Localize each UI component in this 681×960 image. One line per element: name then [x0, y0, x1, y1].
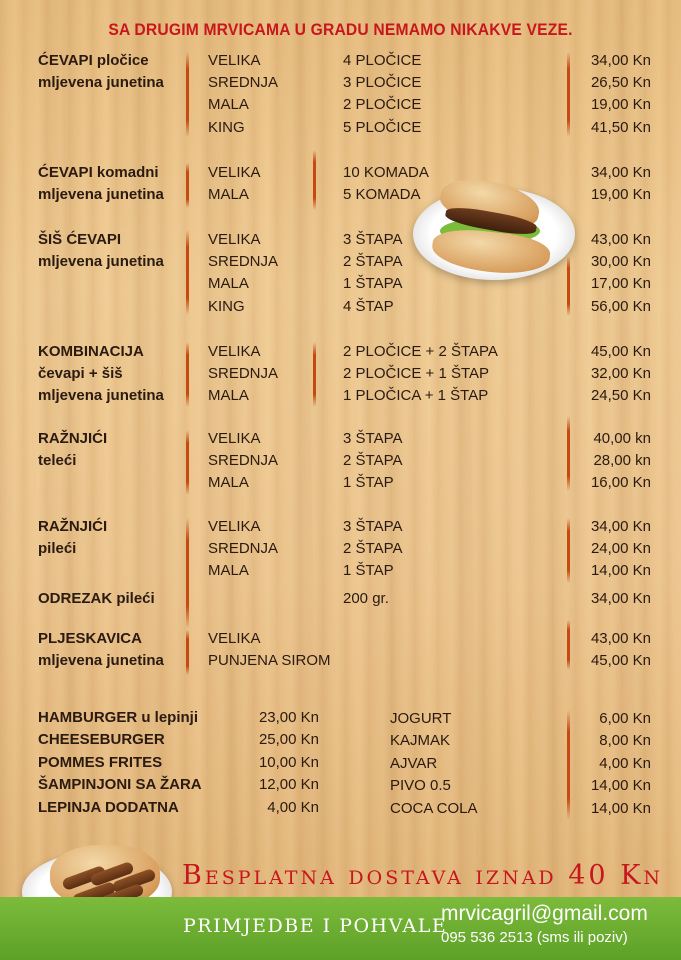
- item-size: VELIKA: [208, 164, 261, 181]
- section-name: mljevena junetina: [38, 186, 164, 204]
- item-size: MALA: [208, 186, 249, 204]
- divider-right-3: [567, 256, 570, 316]
- snack-price: 10,00 Kn: [258, 753, 319, 771]
- snack-price: 4,00 Kn: [267, 798, 319, 816]
- section-name: ODREZAK pileći: [38, 590, 155, 607]
- snack-name: HAMBURGER u lepinji: [38, 709, 198, 726]
- item-size: MALA: [208, 562, 249, 580]
- item-price: 34,00 Kn: [590, 518, 651, 535]
- section-name: RAŽNJIĆI: [38, 518, 108, 535]
- item-quantity: 2 PLOČICE + 2 ŠTAPA: [343, 343, 498, 360]
- section-name: čevapi + šiš: [38, 365, 123, 383]
- item-quantity: 3 ŠTAPA: [343, 518, 403, 535]
- item-price: 32,00 Kn: [590, 365, 651, 383]
- section-name: mljevena junetina: [38, 74, 164, 92]
- section-name: KOMBINACIJA: [38, 343, 144, 360]
- section-name: mljevena junetina: [38, 652, 164, 670]
- item-size: VELIKA: [208, 231, 261, 248]
- item-quantity: 3 ŠTAPA: [343, 430, 403, 447]
- item-price: 45,00 Kn: [590, 652, 651, 670]
- extra-name: AJVAR: [390, 754, 438, 772]
- item-quantity: 2 PLOČICE + 1 ŠTAP: [343, 365, 490, 383]
- extra-name: PIVO 0.5: [390, 777, 451, 795]
- item-quantity: 2 ŠTAPA: [343, 253, 403, 271]
- divider-left-2: [186, 163, 189, 208]
- item-price: 43,00 Kn: [590, 231, 651, 248]
- item-quantity: 5 KOMADA: [343, 186, 421, 204]
- item-quantity: 5 PLOČICE: [343, 118, 422, 136]
- item-size: MALA: [208, 387, 249, 405]
- item-size: KING: [208, 118, 245, 136]
- section-name: mljevena junetina: [38, 387, 164, 405]
- divider-right-2: [313, 150, 316, 210]
- extra-price: 14,00 Kn: [590, 799, 651, 817]
- divider-left-1: [186, 52, 189, 137]
- item-size: SREDNJA: [208, 365, 279, 383]
- item-price: 14,00 Kn: [590, 562, 651, 580]
- item-quantity: 2 ŠTAPA: [343, 452, 403, 470]
- extra-name: JOGURT: [390, 710, 452, 727]
- item-price: 56,00 Kn: [590, 297, 651, 315]
- free-delivery-banner: Besplatna dostava iznad 40 Kn: [182, 860, 663, 891]
- snack-name: CHEESEBURGER: [38, 731, 165, 749]
- item-quantity: 1 ŠTAP: [343, 474, 394, 492]
- item-price: 17,00 Kn: [590, 275, 651, 293]
- item-price: 19,00 Kn: [590, 186, 651, 204]
- item-price: 30,00 Kn: [590, 253, 651, 271]
- snack-name: ŠAMPINJONI SA ŽARA: [38, 776, 202, 794]
- item-price: 34,00 Kn: [590, 52, 651, 69]
- item-price: 19,00 Kn: [590, 96, 651, 114]
- item-price: 43,00 Kn: [590, 630, 651, 647]
- item-quantity: 4 ŠTAP: [343, 297, 394, 315]
- item-quantity: 2 ŠTAPA: [343, 540, 403, 558]
- section-name: ŠIŠ ĆEVAPI: [38, 231, 122, 248]
- item-size: VELIKA: [208, 52, 261, 69]
- item-quantity: 3 ŠTAPA: [343, 231, 403, 248]
- extra-name: KAJMAK: [390, 732, 451, 750]
- extra-name: COCA COLA: [390, 799, 478, 817]
- item-size: SREDNJA: [208, 74, 279, 92]
- divider-right-7: [567, 620, 570, 670]
- extra-price: 14,00 Kn: [590, 777, 651, 795]
- snack-price: 23,00 Kn: [258, 709, 319, 726]
- item-quantity: 10 KOMADA: [343, 164, 429, 181]
- divider-right-4: [313, 342, 316, 407]
- extra-price: 8,00 Kn: [599, 732, 651, 750]
- item-price: 41,50 Kn: [590, 118, 651, 136]
- item-quantity: 4 PLOČICE: [343, 52, 422, 69]
- item-size: MALA: [208, 474, 249, 492]
- item-size: VELIKA: [208, 343, 261, 360]
- item-quantity: 3 PLOČICE: [343, 74, 422, 92]
- item-price: 16,00 Kn: [590, 474, 651, 492]
- item-quantity: 1 ŠTAP: [343, 562, 394, 580]
- snack-name: POMMES FRITES: [38, 753, 163, 771]
- extra-price: 6,00 Kn: [599, 710, 651, 727]
- section-name: ĆEVAPI komadni: [38, 164, 159, 181]
- item-price: 26,50 Kn: [590, 74, 651, 92]
- item-quantity: 200 gr.: [343, 590, 389, 607]
- divider-left-5: [186, 430, 189, 495]
- item-price: 34,00 Kn: [590, 164, 651, 181]
- divider-left-3: [186, 230, 189, 315]
- divider-left-6: [186, 518, 189, 628]
- item-size: VELIKA: [208, 630, 261, 647]
- divider-snacks: [567, 710, 570, 820]
- contact-email[interactable]: mrvicagril@gmail.com: [441, 902, 648, 925]
- snack-price: 12,00 Kn: [258, 776, 319, 794]
- item-price: 24,50 Kn: [590, 387, 651, 405]
- snack-name: LEPINJA DODATNA: [38, 798, 179, 816]
- item-size: MALA: [208, 275, 249, 293]
- item-price: 45,00 Kn: [590, 343, 651, 360]
- section-name: ĆEVAPI pločice: [38, 52, 149, 69]
- section-name: RAŽNJIĆI: [38, 430, 108, 447]
- item-price: 40,00 kn: [593, 430, 651, 447]
- item-size: PUNJENA SIROM: [208, 652, 331, 670]
- snack-price: 25,00 Kn: [258, 731, 319, 749]
- item-size: VELIKA: [208, 518, 261, 535]
- item-price: 28,00 kn: [593, 452, 651, 470]
- section-name: teleći: [38, 452, 77, 470]
- divider-left-4: [186, 342, 189, 407]
- section-name: pileći: [38, 540, 77, 558]
- item-price: 24,00 Kn: [590, 540, 651, 558]
- extra-price: 4,00 Kn: [599, 754, 651, 772]
- item-size: MALA: [208, 96, 249, 114]
- section-name: PLJESKAVICA: [38, 630, 142, 647]
- item-size: SREDNJA: [208, 253, 279, 271]
- feedback-label: PRIMJEDBE I POHVALE: [183, 915, 448, 937]
- divider-left-7: [186, 630, 189, 675]
- item-size: SREDNJA: [208, 452, 279, 470]
- item-size: VELIKA: [208, 430, 261, 447]
- item-size: KING: [208, 297, 245, 315]
- item-quantity: 1 PLOČICA + 1 ŠTAP: [343, 387, 489, 405]
- contact-phone[interactable]: 095 536 2513 (sms ili poziv): [441, 929, 628, 946]
- item-quantity: 1 ŠTAPA: [343, 275, 403, 293]
- item-quantity: 2 PLOČICE: [343, 96, 422, 114]
- section-name: mljevena junetina: [38, 253, 164, 271]
- divider-right-6: [567, 518, 570, 583]
- item-size: SREDNJA: [208, 540, 279, 558]
- divider-right-5: [567, 416, 570, 491]
- divider-right-1: [567, 52, 570, 137]
- item-price: 34,00 Kn: [590, 590, 651, 607]
- menu-headline: SA DRUGIM MRVICAMA U GRADU NEMAMO NIKAKVE VEZE.: [108, 20, 573, 39]
